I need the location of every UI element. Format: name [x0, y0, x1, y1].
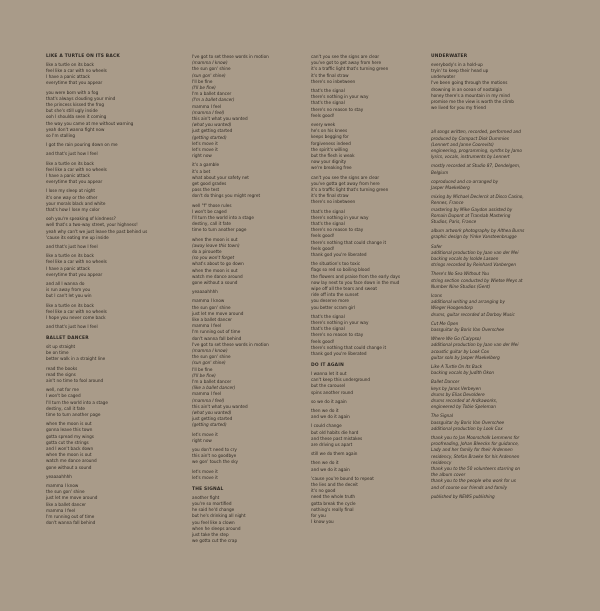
text-line: the album cover — [431, 472, 466, 478]
text-line: but the carousel — [311, 383, 346, 389]
text-line: and of course our friends and family — [431, 484, 508, 490]
text-line: drowning in an ocean of nostalgia — [431, 86, 502, 92]
text-line: There's No Sea Without You — [431, 271, 490, 277]
text-line: Ballet Dancer — [431, 379, 460, 385]
text-line: so we do it again — [311, 398, 347, 404]
text-line: and we do it again — [311, 466, 350, 472]
text-line: I have a panic attack — [46, 74, 90, 80]
text-line: watch me dance around — [46, 458, 97, 464]
text-line: when he sleeps around — [192, 525, 241, 531]
text-line: I'm a ballet dancer — [192, 379, 232, 384]
text-line: ain't no time to fool around — [46, 378, 104, 383]
text-line: I've got to set these words in motion — [192, 341, 269, 347]
text-line: mamma I feel — [192, 323, 222, 329]
text-line: the sun gon' shine — [192, 66, 231, 72]
text-line: honey there's a mountain in my mind — [431, 92, 510, 98]
text-line: yeah why can't we just leave the past behind us — [46, 228, 148, 234]
text-line: when the moon is out — [192, 236, 238, 242]
text-line: you better scram girl — [311, 304, 356, 310]
text-line: Belgium — [431, 169, 449, 175]
text-line: and these past mistakes — [311, 435, 363, 441]
text-line: he said he'd change — [192, 507, 235, 513]
text-line: like a turtle on its back — [46, 160, 94, 166]
text-line: drums by Elias Devoldere — [431, 391, 485, 397]
text-line: the lies and the deceit — [311, 481, 358, 487]
text-line: everytime that you appear — [46, 179, 103, 185]
text-line: read the books — [46, 365, 78, 371]
text-line: and that's just how I feel — [46, 151, 98, 157]
text-line: read the signs — [46, 371, 76, 377]
text-line: string section conducted by Wietse Meys at — [431, 277, 523, 283]
text-line: then we do it — [311, 407, 339, 413]
text-line: nothing's really final — [311, 506, 354, 512]
song-title: LIKE A TURTLE ON ITS BACK — [46, 54, 120, 59]
text-line: you were born with a fog — [46, 89, 99, 95]
text-line: (I'll be fine) — [192, 85, 216, 90]
text-line: I'm running out of time — [192, 329, 241, 335]
text-line: (so you won't forget — [192, 255, 235, 261]
text-line: we lived for you my friend — [431, 105, 486, 111]
song-title: DO IT AGAIN — [311, 363, 344, 369]
text-line: but she's still ugly inside — [46, 108, 98, 114]
text-line: there's no reason to stay — [311, 106, 364, 112]
text-line: I have a panic attack — [46, 265, 90, 271]
text-line: Cut Me Open — [431, 320, 459, 326]
text-line: and we do it again — [311, 414, 350, 420]
text-line: mamma I know — [46, 483, 79, 488]
text-line: (mamma I feel) — [192, 397, 225, 403]
text-line: mostly recorded at Studio 87, Dendelgem, — [431, 163, 521, 169]
text-line: forgiveness indeed — [311, 140, 351, 146]
song-title: BALLET DANCER — [46, 336, 89, 342]
text-line: right now — [192, 437, 212, 443]
text-line: additional production by Look Cox — [431, 425, 503, 431]
text-line: this ain't what you wanted — [192, 116, 248, 121]
text-line: and that's just how I feel — [46, 324, 98, 330]
text-line: can't keep this underground — [311, 377, 371, 383]
text-line: your morals black and white — [46, 200, 106, 206]
text-line: guitar solo by Jasper Maekelberg — [431, 354, 500, 360]
text-line: let's move it — [192, 147, 218, 152]
text-line: and that's just how I feel — [46, 243, 98, 249]
text-line: everybody's in a hold-up — [431, 61, 483, 67]
text-line: this ain't no goodbye — [192, 453, 237, 459]
text-line: we're breaking free — [311, 165, 352, 171]
text-line: like a ballet dancer — [192, 317, 232, 322]
text-line: graphic design by Yinke Vansteenbrugge — [431, 234, 517, 240]
text-line: proofreading, Johan Bleeckx for guidance, — [431, 441, 520, 447]
text-line: (I'm a ballet dancer) — [192, 97, 235, 103]
song-title: THE SIGNAL — [192, 487, 224, 492]
text-line: I got the rain pouring down on me — [46, 142, 118, 148]
text-line: (sun gon' shine) — [192, 360, 226, 366]
text-line: I hope you never come back — [46, 314, 106, 320]
text-line: I'm running out of time — [46, 514, 95, 519]
text-line: mastering by Mike Gaydon assisted by — [431, 206, 513, 212]
text-line: spins another round — [311, 389, 354, 395]
text-line: I wanna let it out — [311, 370, 347, 376]
text-line: there's no reason to stay — [311, 332, 364, 338]
text-line: but old habits die hard — [311, 429, 359, 435]
text-line: gonna leave this town — [46, 427, 93, 433]
text-line: the spirit's willing — [311, 146, 348, 152]
text-line: like a turtle on its back — [46, 61, 94, 67]
text-line: you feel like a clown — [192, 519, 235, 525]
text-line: additional production by Jaan van der Mei — [431, 249, 519, 255]
text-line: like a turtle on its back — [46, 302, 94, 308]
text-line: Wieger Hoogendorp — [431, 305, 473, 311]
text-line: additional production by Jaan van der Mei — [431, 342, 519, 348]
text-line: ooh I shoulda seen it coming — [46, 114, 107, 120]
text-line: is run away from you — [46, 287, 91, 293]
text-line: strings recorded by Reinhard Vanbergen — [431, 262, 517, 268]
text-line: that's the signal — [311, 326, 345, 332]
text-line: bassguitar by Boris Van Overschee — [431, 326, 505, 332]
text-line: (what you wanted) — [192, 410, 232, 415]
text-line: it's a bet — [192, 168, 211, 174]
text-line: well that's a two-way street, your highness! — [46, 222, 138, 228]
text-line: feel like a car with no wheels — [46, 308, 107, 314]
text-line: residency — [431, 459, 452, 465]
text-line: the situation's too toxic — [311, 261, 361, 267]
text-line: I've got to set these words in motion — [192, 54, 269, 59]
text-line: sit up straight — [46, 344, 76, 349]
text-line: time to turn another page — [46, 412, 101, 417]
text-line: just take the step — [192, 531, 229, 537]
text-line: acoustic guitar by Look Cox — [431, 348, 490, 354]
text-line: ooh you're speaking of kindness? — [46, 216, 116, 222]
text-line: there's no inbetween — [311, 78, 356, 84]
text-line: backing vocals by Judith Okon — [431, 370, 495, 376]
text-line: keys by Janos Verbeyen — [431, 385, 481, 391]
text-line: bassguitar by Boris Van Overschee — [431, 419, 505, 425]
text-line: The Signal — [431, 413, 453, 419]
text-line: mixing by Michael Declerck at Disco Casino, — [431, 194, 524, 200]
text-line: Rennes, France — [431, 200, 464, 206]
text-line: just let me move around — [192, 310, 244, 316]
text-line: I'll be fine — [192, 366, 213, 372]
text-line: feels good! — [311, 245, 335, 251]
text-line: 'cause its eating me up inside — [46, 234, 109, 240]
text-line: you deserve more — [311, 298, 349, 304]
text-line: that's the signal — [311, 208, 345, 214]
text-line: another fight — [192, 494, 220, 500]
text-line: Number Nine Studios (Gent) — [431, 283, 491, 289]
text-line: feel like a car with no wheels — [46, 166, 107, 172]
text-line: backing vocals by Isolde Lasoen — [431, 255, 499, 261]
text-line: let's move it — [192, 474, 218, 480]
text-line: drums, guitar recorded at Dorboy Music — [431, 311, 515, 317]
text-line: right now — [192, 153, 212, 159]
text-line: well, not for me — [46, 387, 79, 393]
text-line: still we do them again — [311, 451, 358, 457]
text-line: drums recorded at Ardkaworks, — [431, 397, 498, 403]
text-line: engineering, programming, synths by Jamo — [431, 147, 522, 153]
text-line: thank you to the 50 volunteers starring on — [431, 465, 521, 471]
text-line: but I can't let you win — [46, 293, 92, 299]
text-line: it's a gamble — [192, 162, 220, 168]
text-line: keeps begging for — [311, 134, 349, 140]
text-line: engineered by Tobie Speleman — [431, 404, 496, 410]
text-line: I won't be caged — [192, 208, 227, 214]
text-line: don't wanna fall behind — [192, 335, 242, 341]
text-line: Icons — [431, 292, 442, 298]
text-line: let's move it — [192, 468, 218, 474]
text-line: now lay next to you face down in the mud — [311, 279, 400, 285]
text-line: mamma I feel — [46, 507, 76, 513]
text-line: when the moon is out — [46, 452, 92, 458]
text-line: don't do things you might regret — [192, 193, 261, 199]
text-line: all songs written, recorded, performed and — [431, 129, 521, 135]
text-line: Jasper Maekelberg — [431, 184, 470, 190]
text-line: I know you — [311, 519, 334, 525]
text-line: it's no good — [311, 488, 336, 494]
text-line: (like a ballet dancer) — [192, 385, 236, 391]
text-line: residency, Stefan Braeke for his Ardennen — [431, 453, 520, 459]
text-line: like a turtle on its back — [46, 253, 94, 259]
text-line: gone without a sound — [46, 464, 92, 470]
text-line: feels good! — [311, 338, 335, 344]
text-line: the princess kissed the frog — [46, 101, 105, 107]
text-line: there's nothing in your way — [311, 214, 369, 220]
text-line: (mamma I know) — [192, 348, 228, 353]
text-line: it's one way or the other — [46, 194, 98, 200]
text-line: that's the signal — [311, 221, 345, 226]
text-line: lyrics, vocals, instruments by Lennert — [431, 154, 510, 160]
text-line: there's no reason to stay — [311, 227, 364, 233]
text-line: there's nothing that could change it — [311, 239, 387, 245]
text-line: Romain Dupont at Translab Mastering — [431, 212, 511, 218]
text-line: there's no inbetween — [311, 199, 356, 205]
text-line: need the whole truth — [311, 494, 356, 500]
text-line: like a ballet dancer — [46, 501, 86, 507]
text-line: and all I wanna do — [46, 280, 85, 286]
text-line: flags so red so boiling blood — [311, 267, 370, 273]
text-line: (sun gon' shine) — [192, 72, 226, 78]
text-line: yeaaaahhhh — [46, 473, 72, 479]
text-line: I've been going through the motions — [431, 80, 508, 86]
text-line: we gon' touch the sky — [192, 459, 238, 465]
text-line: feels good! — [311, 233, 335, 239]
text-line: but he's drinking all night — [192, 513, 246, 519]
text-line: yeah don't wanna fight now — [46, 126, 105, 132]
text-line: just getting started — [192, 416, 233, 422]
text-line: (getting started) — [192, 134, 227, 140]
text-line: the way you came at me without warning — [46, 120, 134, 126]
text-line: (I'll be fine) — [192, 372, 216, 378]
text-line: mamma I feel — [192, 103, 222, 109]
text-line: the sun gon' shine — [46, 489, 85, 495]
text-line: gotta break the cycle — [311, 500, 356, 506]
text-line: underwater — [431, 74, 456, 80]
text-line: mamma I feel — [192, 391, 222, 397]
text-line: feels good! — [311, 112, 335, 118]
text-line: that's always clouding your mind — [46, 95, 116, 101]
text-line: Studios, Paris, France — [431, 218, 477, 224]
text-line: (mamma I know) — [192, 60, 228, 66]
text-line: 'cause you're bound to repeat — [311, 475, 374, 481]
text-line: pass the test — [192, 187, 220, 193]
text-line: every week — [311, 122, 336, 127]
text-line: better walk in a straight line — [46, 356, 106, 362]
text-line: well "f" those rules — [192, 202, 232, 208]
text-line: when the moon is out — [192, 267, 238, 273]
text-line: but the flesh is weak — [311, 153, 355, 158]
text-line: that's how I lose my color — [46, 206, 100, 212]
text-line: Where We Go (Calypso) — [431, 336, 481, 342]
text-line: Safer — [431, 243, 442, 249]
text-line: album artwork photography by Althea Burns — [431, 228, 525, 234]
text-line: (Lennert and Janne Coorevits) — [431, 141, 494, 147]
text-line: can't you see the signs are clear — [311, 54, 380, 59]
text-line: I'll be fine — [192, 78, 213, 84]
text-line: I'll turn the world into a stage — [46, 399, 108, 405]
text-line: then we do it — [311, 460, 339, 466]
text-line: time to turn another page — [192, 227, 247, 233]
text-line: the sun gon' shine — [192, 304, 231, 310]
text-line: published by NEWS publishing — [431, 493, 495, 499]
text-line: be on time — [46, 350, 69, 356]
text-line: what about your safety net — [192, 174, 249, 180]
text-line: I could change — [311, 423, 342, 429]
text-line: for you — [311, 512, 326, 518]
text-line: thank god you're liberated — [311, 252, 367, 257]
text-line: (what you wanted) — [192, 122, 232, 128]
text-line: feel like a car with no wheels — [46, 259, 107, 265]
text-line: gone without a sound — [192, 280, 238, 285]
text-line: feel like a car with no wheels — [46, 67, 107, 73]
text-line: you don't need to cry — [192, 447, 237, 452]
song-title: UNDERWATER — [431, 54, 468, 59]
text-line: let's move it — [192, 140, 218, 146]
text-line: the flowers and praise from the early days — [311, 273, 401, 279]
text-line: I'll turn the world into a stage — [192, 215, 254, 220]
text-line: Like A Turtle On Its Back — [431, 363, 483, 369]
text-line: I lose my sleep at night — [46, 188, 96, 194]
text-line: it's the final straw — [311, 72, 349, 78]
text-line: additional writing and arranging by — [431, 299, 505, 305]
text-line: Lady and her family for their Ardennen — [431, 447, 513, 453]
text-line: get good grades — [192, 181, 227, 186]
text-line: thank you to Jan Moorscholk Lemmens for — [431, 434, 520, 440]
text-line: (mamma I feel) — [192, 109, 225, 115]
text-line: gotta spread my wings — [46, 433, 94, 439]
text-line: just getting started — [192, 128, 233, 134]
text-line: ride off into the sunset — [311, 292, 359, 298]
text-line: what's about to go down — [192, 261, 244, 267]
text-line: do a pirouette — [192, 249, 222, 254]
text-line: produced by Compact Disk Dummies — [431, 135, 509, 141]
text-line: mamma I know — [192, 298, 225, 304]
text-line: it's a traffic light that's turning green — [311, 66, 389, 72]
text-line: wipe off all the tears and sweat — [311, 286, 377, 291]
text-line: it's the final straw — [311, 193, 349, 199]
text-line: there's nothing in your way — [311, 94, 369, 100]
text-line: everytime that you appear — [46, 271, 103, 277]
text-line: when the moon is out — [46, 421, 92, 427]
text-line: I won't be caged — [46, 393, 81, 399]
text-line: can't you see the signs are clear — [311, 174, 380, 180]
text-line: that's the signal — [311, 100, 345, 106]
text-line: the sun gon' shine — [192, 354, 231, 360]
text-line: so I'm stalling — [46, 132, 76, 138]
text-line: I'm a ballet dancer — [192, 91, 232, 97]
text-line: it's a traffic light that's turning green — [311, 187, 389, 192]
text-line: we gotta cut the crap — [192, 538, 238, 544]
text-line: I have a panic attack — [46, 172, 90, 178]
text-line: this ain't what you wanted — [192, 403, 248, 409]
text-line: you've got to get away from here — [311, 60, 382, 66]
text-line: you've gotta get away from here — [311, 180, 380, 186]
text-line: yeaaaahhhh — [192, 289, 218, 295]
text-line: that's the signal — [311, 313, 345, 319]
text-line: (getting started) — [192, 422, 227, 428]
text-line: there's nothing that could change it — [311, 344, 387, 350]
text-line: you're so mortified — [192, 500, 232, 506]
text-line: destiny, call it fate — [192, 221, 231, 227]
text-line: everytime that you appear — [46, 80, 103, 86]
text-line: promise me the view is worth the climb — [431, 98, 514, 104]
text-line: he's on his knees — [311, 128, 348, 134]
text-line: tryin' to keep their head up — [431, 67, 489, 73]
text-line: thank god you're liberated — [311, 351, 367, 356]
text-line: coproduced and co-arranged by — [431, 178, 499, 184]
text-line: destiny, call it fate — [46, 405, 85, 411]
text-line: now your dignity — [311, 159, 347, 165]
text-line: are driving us apart — [311, 441, 353, 447]
text-line: let's move it — [192, 431, 218, 437]
text-line: just let me move around — [46, 495, 98, 501]
text-line: gotta cut the strings — [46, 439, 89, 445]
text-line: there's nothing in your way — [311, 320, 369, 325]
text-line: and I won't back down — [46, 446, 94, 451]
text-line: (away leave this town) — [192, 242, 240, 248]
text-line: watch me dance around — [192, 273, 243, 279]
text-line: don't wanna fall behind — [46, 520, 96, 526]
text-line: that's the signal — [311, 88, 345, 93]
text-line: thank you to the people who work for us — [431, 478, 516, 484]
